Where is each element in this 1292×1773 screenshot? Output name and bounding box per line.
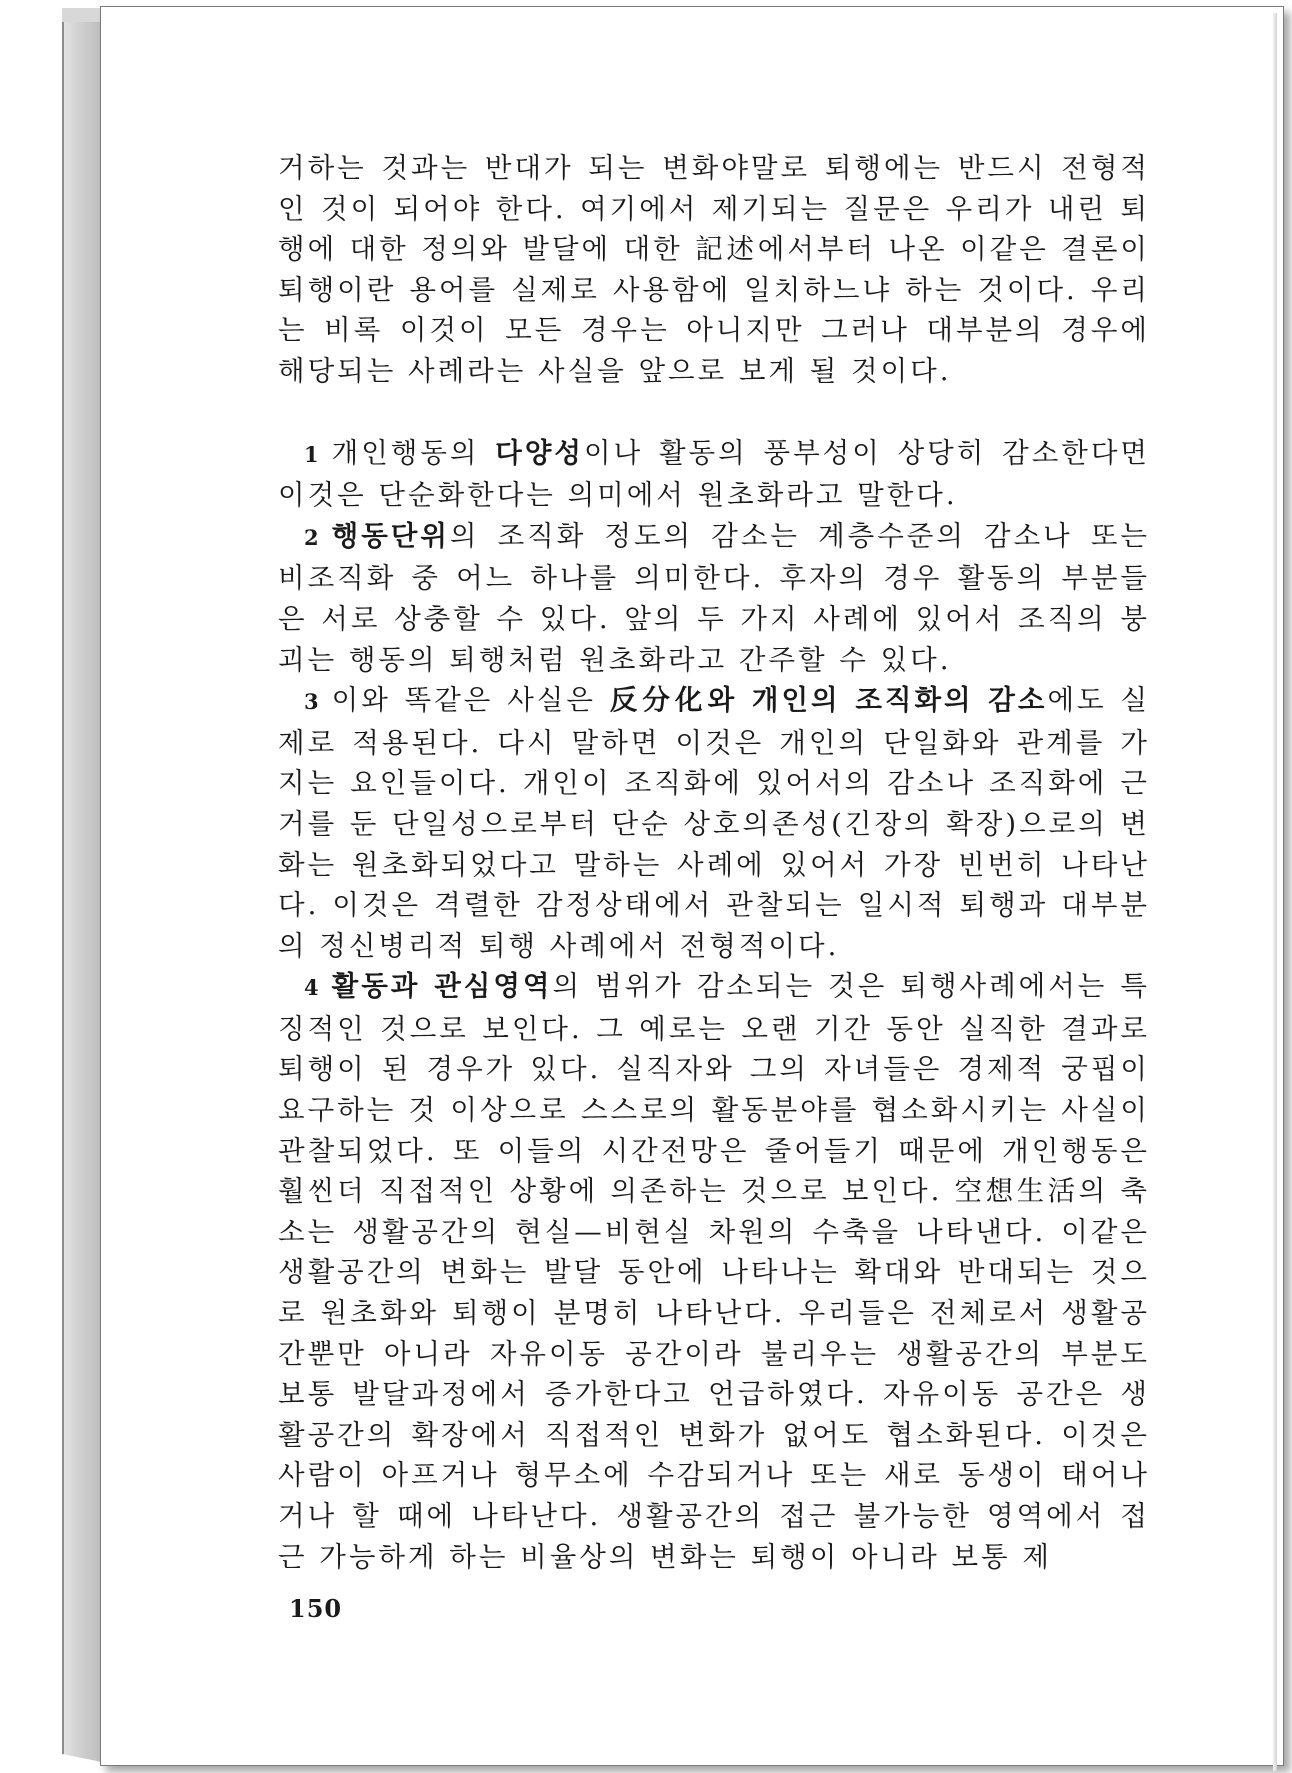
book-spine: [62, 10, 102, 1762]
note-term: 反分化와 개인의 조직화의 감소: [609, 684, 1048, 717]
note-text-before: 개인행동의: [331, 436, 496, 469]
book-spine-top: [62, 8, 102, 22]
intro-paragraph: 거하는 것과는 반대가 되는 변화야말로 퇴행에는 반드시 전형적인 것이 되어야 한다. 여기에서 제기되는 질문은 우리가 내린 퇴행에 대한 정의와 발달에 대한 記述에서부터 나온 이같은 결론이 퇴행이란 용어를 실제로 사용함에 일치하느냐 하는 것이다. 우리는 비록 이것이 모든 경우는 아니지만 그러나 대부분의 경우에 해당되는 사례라는 사실을 앞으로 보게 될 것이다.: [278, 152, 1150, 387]
note-term: 행동단위: [331, 519, 450, 552]
note-number: 4: [304, 975, 322, 1001]
note-number: 1: [304, 441, 322, 467]
note-text-after: 의 조직화 정도의 감소는 계층수준의 감소나 또는 비조직화 중 어느 하나를 의미한다. 후자의 경우 활동의 부분들은 서로 상충할 수 있다. 앞의 두 가지 사례에 있어서 조직의 붕괴는 행동의 퇴행처럼 원초화라고 간주할 수 있다.: [278, 519, 1150, 676]
note-4: [278, 966, 1150, 1577]
note-1: [278, 433, 1150, 516]
note-3: [278, 680, 1150, 966]
note-term: 다양성: [495, 436, 584, 469]
paragraph-spacer: [278, 392, 1150, 433]
note-text-before: 이와 똑같은 사실은: [331, 684, 610, 717]
note-number: 3: [304, 689, 322, 715]
page-number: 150: [289, 1594, 343, 1623]
note-2: [278, 516, 1150, 680]
note-number: 2: [304, 524, 322, 550]
note-text-after: 의 범위가 감소되는 것은 퇴행사례에서는 특징적인 것으로 보인다. 그 예로는 오랜 기간 동안 실직한 결과로 퇴행이 된 경우가 있다. 실직자와 그의 자녀들은 경제적 궁핍이 요구하는 것 이상으로 스스로의 활동분야를 협소화시키는 사실이 관찰되었다. 또 이들의 시간전망은 줄어들기 때문에 개인행동은 훨씬더 직접적인 상황에 의존하는 것으로 보인다. 空想生活의 축소는 생활공간의 현실—비현실 차원의 수축을 나타낸다. 이같은 생활공간의 변화는 발달 동안에 나타나는 확대와 반대되는 것으로 원초화와 퇴행이 분명히 나타난다. 우리들은 전체로서 생활공간뿐만 아니라 자유이동 공간이라 불리우는 생활공간의 부분도 보통 발달과정에서 증가한다고 언급하였다. 자유이동 공간은 생활공간의 확장에서 직접적인 변화가 없어도 협소화된다. 이것은 사람이 아프거나 형무소에 수감되거나 또는 새로 동생이 태어나거나 할 때에 나타난다. 생활공간의 접근 불가능한 영역에서 접근 가능하게 하는 비율상의 변화는 퇴행이 아니라 보통 제: [278, 970, 1150, 1573]
note-text-after: 에도 실제로 적용된다. 다시 말하면 이것은 개인의 단일화와 관계를 가지는 요인들이다. 개인이 조직화에 있어서의 감소나 조직화에 근거를 둔 단일성으로부터 단순 상호의존성(긴장의 확장)으로의 변화는 원초화되었다고 말하는 사례에 있어서 가장 빈번히 나타난다. 이것은 격렬한 감정상태에서 관찰되는 일시적 퇴행과 대부분의 정신병리적 퇴행 사례에서 전형적이다.: [278, 684, 1151, 962]
page-edge: [1273, 13, 1277, 1771]
note-text-after: 이나 활동의 풍부성이 상당히 감소한다면 이것은 단순화한다는 의미에서 원초화라고 말한다.: [278, 436, 1150, 512]
note-term: 활동과 관심영역: [331, 970, 553, 1003]
page-body: [278, 148, 1150, 1577]
